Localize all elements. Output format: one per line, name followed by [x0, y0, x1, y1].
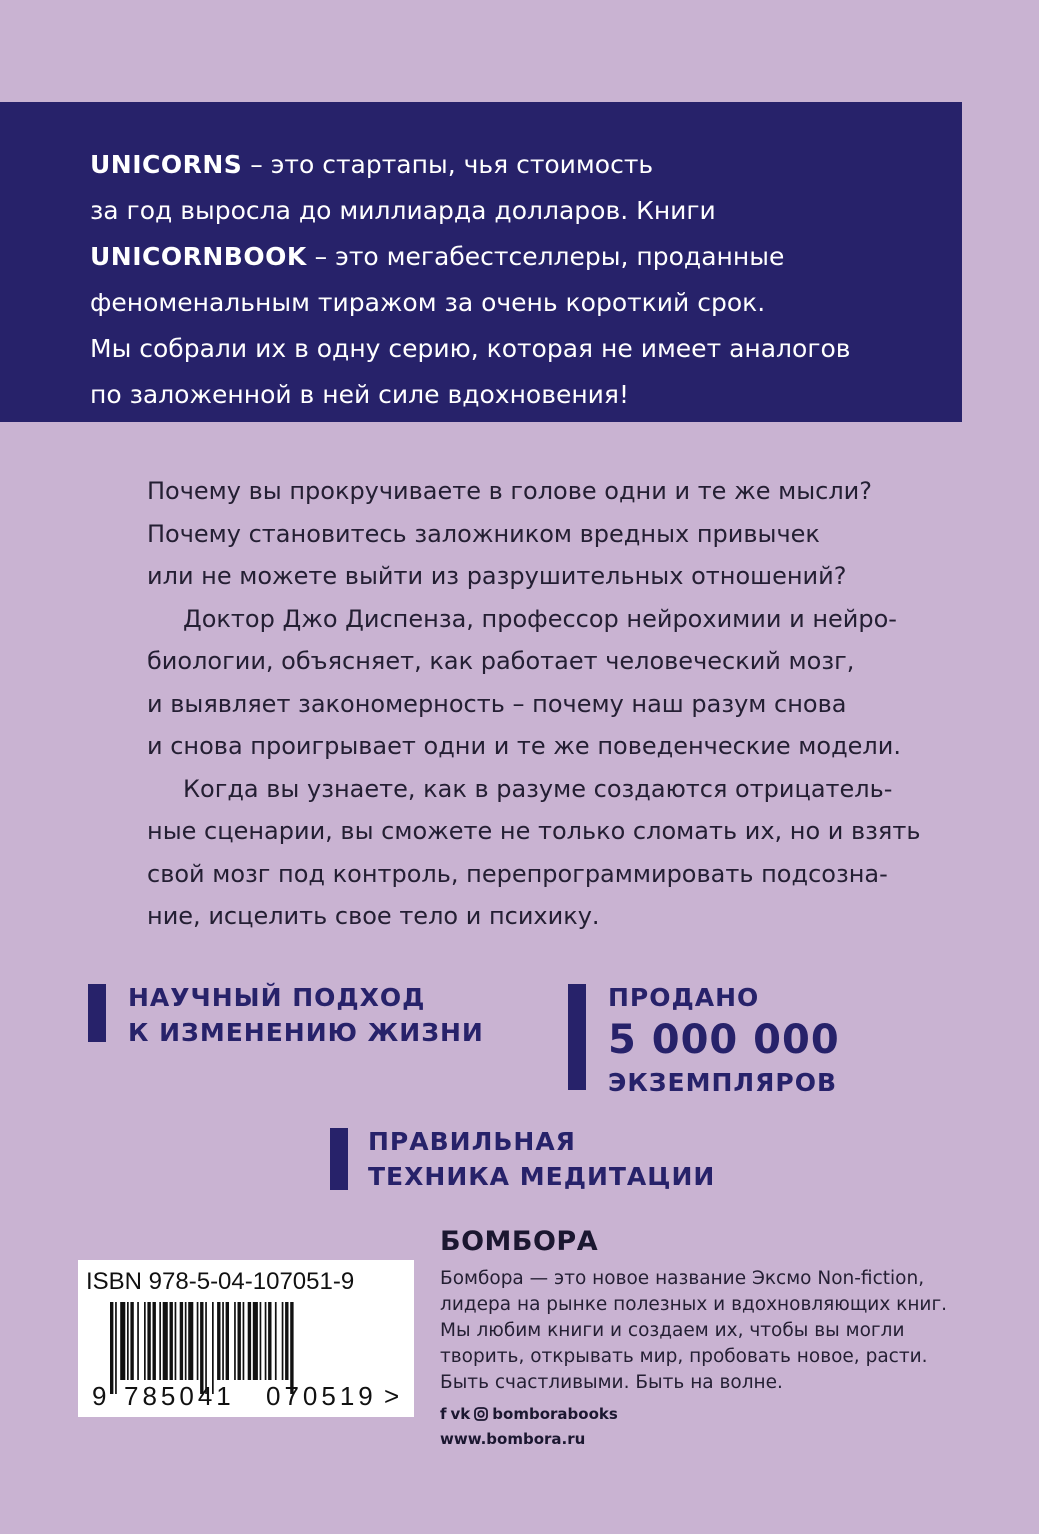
feature-bar: [330, 1128, 348, 1190]
description-paragraph: Доктор Джо Диспенза, профессор нейрохимии и нейро- биологии, объясняет, как работает человеческий мозг, и выявляет закономерность – почему наш разум снова и снова проигрывает одни и те же поведенческие модели.: [147, 604, 901, 760]
publisher-logo: БОМБОРА: [440, 1226, 599, 1257]
publisher-description: Бомбора — это новое название Эксмо Non-fiction, лидера на рынке полезных и вдохновляющих книг. Мы любим книги и создаем их, чтобы вы могли творить, открывать мир, пробовать новое, расти. Быть счастливыми. Быть на волне.: [440, 1268, 948, 1393]
feature-bar: [568, 984, 586, 1090]
promo-line: Мы собрали их в одну серию, которая не имеет аналогов: [90, 334, 851, 363]
publisher-socials: [440, 1402, 618, 1452]
feature-science: НАУЧНЫЙ ПОДХОД К ИЗМЕНЕНИЮ ЖИЗНИ: [128, 983, 484, 1047]
book-description: [147, 470, 977, 938]
barcode-arrow: >: [384, 1381, 400, 1411]
feature-meditation: ПРАВИЛЬНАЯ ТЕХНИКА МЕДИТАЦИИ: [368, 1127, 716, 1191]
social-handle[interactable]: bomborabooks: [492, 1405, 618, 1423]
feature-sold: ПРОДАНО 5 000 000 ЭКЗЕМПЛЯРОВ: [608, 983, 840, 1097]
series-promo-block: [0, 102, 962, 422]
instagram-icon[interactable]: [474, 1402, 488, 1427]
feature-bar: [88, 984, 106, 1042]
isbn-number: ISBN 978-5-04-107051-9: [86, 1268, 355, 1295]
promo-line: за год выросла до миллиарда долларов. Книги: [90, 196, 716, 225]
description-paragraph: Когда вы узнаете, как в разуме создаются отрицатель- ные сценарии, вы сможете не только сломать их, но и взять свой мозг под контроль, перепрограммировать подсозна- ние, исцелить свое тело и психику.: [147, 774, 921, 930]
description-paragraph: Почему вы прокручиваете в голове одни и те же мысли? Почему становитесь заложником вредных привычек или не можете выйти из разрушительных отношений?: [147, 477, 873, 590]
barcode-group-left: 785041: [124, 1381, 235, 1411]
promo-line: UNICORNBOOK – это мегабестселлеры, проданные: [90, 242, 785, 271]
promo-line: феноменальным тиражом за очень короткий срок.: [90, 288, 766, 317]
promo-line: UNICORNS – это стартапы, чья стоимость: [90, 150, 654, 179]
facebook-icon[interactable]: f: [440, 1405, 447, 1423]
isbn-barcode: [78, 1260, 414, 1417]
promo-line: по заложенной в ней силе вдохновения!: [90, 380, 629, 409]
series-promo-text: [90, 142, 950, 418]
barcode-bars: [78, 1260, 414, 1417]
barcode-lead-digit: 9: [92, 1381, 107, 1411]
website-link[interactable]: www.bombora.ru: [440, 1430, 586, 1448]
brand-name: UNICORNBOOK: [90, 242, 307, 271]
brand-name: UNICORNS: [90, 150, 243, 179]
vk-icon[interactable]: vk: [450, 1405, 471, 1423]
barcode-group-right: 070519: [266, 1381, 377, 1411]
